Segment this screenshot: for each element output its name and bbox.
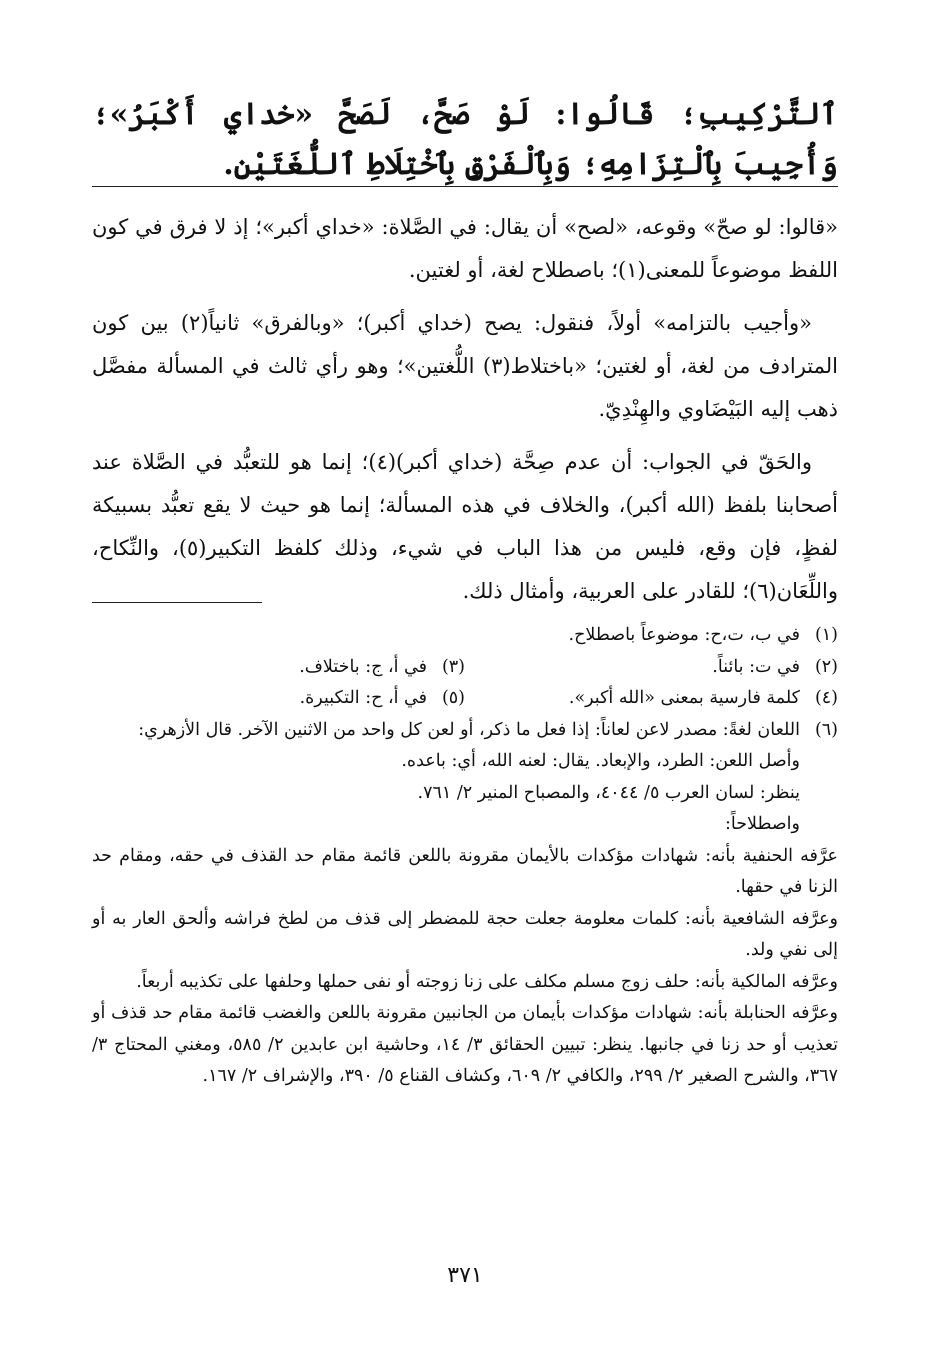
matn-divider xyxy=(92,186,838,187)
footnote-divider xyxy=(92,602,262,603)
page-number: ٣٧١ xyxy=(447,1263,483,1288)
footnote-number: (٣) xyxy=(441,656,465,677)
commentary xyxy=(92,206,838,623)
footnote-5 xyxy=(92,683,465,715)
footnote-text: في أ، ج: باختلاف. xyxy=(299,656,427,677)
commentary-paragraph-1: «قالوا: لو صحّ» وقوعه، «لصح» أن يقال: في الصَّلاة: «خداي أكبر»؛ إذ لا فرق في كون اللفظ موضوعاً للمعنى(١)؛ باصطلاح لغة، أو لغتين. xyxy=(92,215,838,282)
commentary-paragraph-3: والحَقّ في الجواب: أن عدم صِحَّة (خداي أكبر)(٤)؛ إنما هو للتعبُّد في الصَّلاة عند أصحابنا بلفظ (الله أكبر)، والخلاف في هذه المسألة؛ إنما هو حيث لا يقع تعبُّد بسبيكة لفظٍ، فإن وقع، فليس من هذا الباب في شيء، وذلك كلفظ التكبير(٥)، والنِّكاح، واللِّعَان(٦)؛ للقادر على العربية، وأمثال ذلك. xyxy=(92,450,839,603)
footnote-6-hanbali: وعرَّفه الحنابلة بأنه: شهادات مؤكدات بأيمان من الجانبين مقرونة باللعن والغضب قائمة مقام حد قذف أو تعذيب أو حد زنا في جانبها. ينظر: تبيين الحقائق ٣/ ١٤، وحاشية ابن عابدين ٢/ ٥٨٥، ومغني المحتاج ٣/ ٣٦٧، والشرح الصغير ٢/ ٢٩٩، والكافي ٢/ ٦٠٩، وكشاف القناع ٥/ ٣٩٠، والإشراف ٢/ ١٦٧. xyxy=(92,1003,839,1086)
matn-text: ٱلتَّرْكِيبِ؛ قَالُوا: لَوْ صَحَّ، لَصَحَّ «خداي أَكْبَرُ»؛ وَأُجِيبَ بِٱلْتِزَامِهِ؛ وَبِٱلْفَرْقِ بِٱخْتِلَاطِ ٱللُّغَتَيْنِ. xyxy=(92,97,838,182)
footnote-6-shafii: وعرَّفه الشافعية بأنه: كلمات معلومة جعلت حجة للمضطر إلى قذف من لطخ فراشه وألحق العار به أو إلى نفي ولد. xyxy=(92,908,838,960)
footnote-number: (٥) xyxy=(441,688,465,708)
footnote-6-hanafi: عرَّفه الحنفية بأنه: شهادات مؤكدات بالأيمان مقرونة باللعن قائمة مقام حد القذف في حقه، ومقام حد الزنا في حقها. xyxy=(92,845,838,897)
footnote-6-line: واصطلاحاً: xyxy=(724,814,800,834)
footnotes xyxy=(92,620,838,1093)
footnote-text: اللعان لغةً: مصدر لاعن لعاناً: إذا فعل ما ذكر، أو لعن كل واحد من الاثنين الآخر. قال الأزهري: xyxy=(138,719,800,740)
footnote-4 xyxy=(465,683,838,715)
footnote-text: في ت: بائناً. xyxy=(712,656,800,677)
footnote-6-maliki: وعرَّفه المالكية بأنه: حلف زوج مسلم مكلف على زنا زوجته أو نفى حملها وحلفها على تكذيبه أربعاً. xyxy=(136,971,838,992)
footnote-text: كلمة فارسية بمعنى «الله أكبر». xyxy=(568,688,800,708)
footnote-6-line: وأصل اللعن: الطرد، والإبعاد. يقال: لعنه الله، أي: باعده. xyxy=(401,751,800,771)
footnote-pair-2-3 xyxy=(92,652,838,684)
footnote-number: (٢) xyxy=(814,656,838,677)
commentary-paragraph-2: «وأجيب بالتزامه» أولاً، فنقول: يصح (خداي أكبر)؛ «وبالفرق» ثانياً(٢) بين كون المترادف من لغة، أو لغتين؛ «باختلاط(٣) اللُّغتين»؛ وهو رأي ثالث في المسألة مفصَّل ذهب إليه البَيْضَاوي والهِنْدِيّ. xyxy=(92,311,838,421)
footnote-text: في ب، ت،ح: موضوعاً باصطلاح. xyxy=(568,625,800,645)
footnote-1 xyxy=(92,620,838,652)
footnote-2 xyxy=(465,652,838,684)
footnote-6-line: ينظر: لسان العرب ٥/ ٤٠٤٤، والمصباح المنير ٢/ ٧٦١. xyxy=(417,782,800,803)
footnote-number: (٤) xyxy=(814,688,838,708)
footnote-pair-4-5 xyxy=(92,683,838,715)
footnote-3 xyxy=(92,652,465,684)
footnote-number: (٦) xyxy=(814,719,838,740)
footnote-number: (١) xyxy=(814,625,838,645)
footnote-text: في أ، ح: التكبيرة. xyxy=(299,688,427,708)
footnote-6 xyxy=(92,715,838,747)
